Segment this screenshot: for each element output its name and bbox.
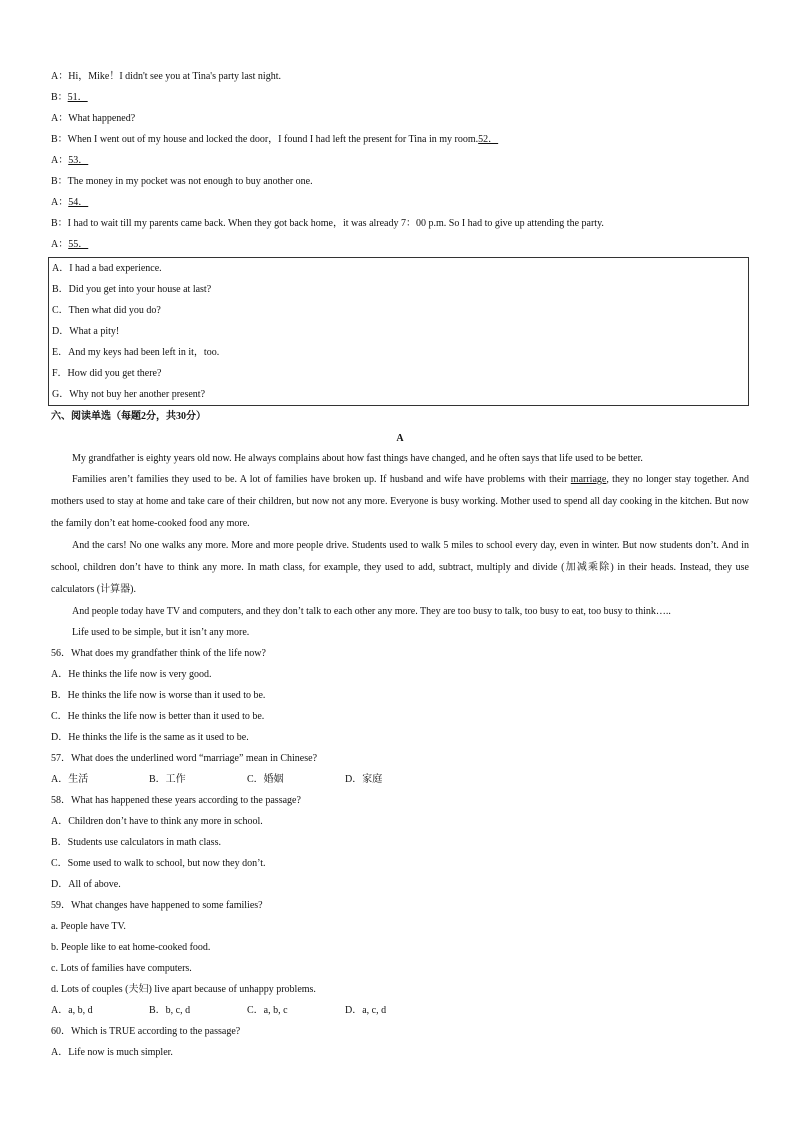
dialogue-line <box>51 66 749 87</box>
question-57 <box>51 748 749 790</box>
option-item: A．I had a bad experience. <box>52 263 162 274</box>
answer-option[interactable]: D．He thinks the life is the same as it used to be. <box>51 732 249 743</box>
dialogue-text: I had to wait till my parents came back. When they got back home，it was already 7：00 p.m. So I had to give up attending the party. <box>67 218 604 229</box>
passage-paragraph <box>51 469 749 535</box>
dialogue-line <box>51 150 749 171</box>
question-stem: 59．What changes have happened to some families? <box>51 900 263 911</box>
passage-paragraph: And the cars! No one walks any more. More and more people drive. Students used to walk 5 miles to school every day, even in winter. But now students don’t. And in school, children don’t have to think any more. In math class, for example, they used to add, subtract, multiply and divide (加减乘除) in their heads. Instead, they use calculators (计算器). <box>51 540 749 595</box>
answer-option[interactable]: D．a, c, d <box>345 1005 387 1016</box>
answer-option[interactable]: B．工作 <box>149 774 186 785</box>
statement-item: b. People like to eat home-cooked food. <box>51 942 211 953</box>
speaker-label: B： <box>51 134 68 145</box>
answer-option[interactable]: A．Life now is much simpler. <box>51 1047 173 1058</box>
passage-paragraph: Life used to be simple, but it isn’t any more. <box>72 627 250 638</box>
underlined-word: marriage <box>570 474 607 485</box>
speaker-label: A： <box>51 155 69 166</box>
speaker-label: B： <box>51 218 68 229</box>
option-item: E．And my keys had been left in it，too. <box>52 347 220 358</box>
dialogue-text: Hi，Mike！I didn't see you at Tina's party last night. <box>68 71 281 82</box>
speaker-label: A： <box>51 197 69 208</box>
question-59 <box>51 895 749 1021</box>
answer-blank-52[interactable]: 52． <box>478 134 499 145</box>
question-56 <box>51 643 749 748</box>
passage-paragraph: My grandfather is eighty years old now. He always complains about how fast things have changed, and he often says that life used to be better. <box>72 453 643 464</box>
exam-page <box>51 66 749 1063</box>
answer-option[interactable]: A．a, b, d <box>51 1005 93 1016</box>
option-item: D．What a pity! <box>52 326 120 337</box>
question-60 <box>51 1021 749 1063</box>
answer-option[interactable]: C．Some used to walk to school, but now they don’t. <box>51 858 266 869</box>
speaker-label: B： <box>51 176 68 187</box>
question-stem: 57．What does the underlined word “marriage” mean in Chinese? <box>51 753 318 764</box>
passage-text: , they no longer stay together. And mothers used to stay at home and take care of their children, but now not any more. Everyone is busy working. Mother used to spend all day cooking in the kitchen. But now the family don’t eat home-cooked food any more. <box>51 474 749 529</box>
statement-item: d. Lots of couples (夫妇) live apart because of unhappy problems. <box>51 984 316 995</box>
answer-blank-54[interactable]: 54． <box>68 197 89 208</box>
statement-item: a. People have TV. <box>51 921 126 932</box>
option-item: G．Why not buy her another present? <box>52 389 206 400</box>
question-stem: 58．What has happened these years according to the passage? <box>51 795 301 806</box>
answer-option[interactable]: C．a, b, c <box>247 1005 288 1016</box>
dialogue <box>51 66 749 255</box>
dialogue-text: What happened? <box>68 113 136 124</box>
answer-blank-53[interactable]: 53． <box>68 155 89 166</box>
question-58 <box>51 790 749 895</box>
speaker-label: A： <box>51 113 69 124</box>
answer-option[interactable]: D．All of above. <box>51 879 121 890</box>
passage-label: A <box>396 433 404 444</box>
option-item: F．How did you get there? <box>52 368 162 379</box>
options-box <box>48 257 749 406</box>
dialogue-line <box>51 213 749 234</box>
dialogue-line <box>51 192 749 213</box>
dialogue-line <box>51 129 749 150</box>
answer-option[interactable]: B．He thinks the life now is worse than it used to be. <box>51 690 266 701</box>
statement-item: c. Lots of families have computers. <box>51 963 192 974</box>
passage-text: Families aren’t families they used to be. A lot of families have broken up. If husband and wife have problems with their <box>72 474 571 485</box>
dialogue-line <box>51 171 749 192</box>
option-item: C．Then what did you do? <box>52 305 161 316</box>
passage-paragraph: And people today have TV and computers, and they don’t talk to each other any more. They are too busy to talk, too busy to eat, too busy to think….. <box>72 606 671 617</box>
dialogue-line <box>51 87 749 108</box>
speaker-label: A： <box>51 239 69 250</box>
answer-option[interactable]: A．Children don’t have to think any more in school. <box>51 816 263 827</box>
dialogue-text: When I went out of my house and locked the door，I found I had left the present for Tina in my room. <box>67 134 479 145</box>
section-title: 六、阅读单选（每题2分，共30分） <box>51 411 206 422</box>
dialogue-line <box>51 108 749 129</box>
answer-option[interactable]: D．家庭 <box>345 774 383 785</box>
answer-option[interactable]: C．婚姻 <box>247 774 284 785</box>
answer-blank-55[interactable]: 55． <box>68 239 89 250</box>
answer-option[interactable]: B．Students use calculators in math class. <box>51 837 221 848</box>
question-stem: 60．Which is TRUE according to the passage? <box>51 1026 241 1037</box>
answer-blank-51[interactable]: 51． <box>67 92 88 103</box>
question-stem: 56．What does my grandfather think of the life now? <box>51 648 266 659</box>
answer-option[interactable]: C．He thinks the life now is better than it used to be. <box>51 711 265 722</box>
answer-options-row <box>51 769 749 790</box>
answer-option[interactable]: A．He thinks the life now is very good. <box>51 669 212 680</box>
option-item: B．Did you get into your house at last? <box>52 284 212 295</box>
dialogue-line <box>51 234 749 255</box>
speaker-label: A： <box>51 71 69 82</box>
reading-passage <box>51 448 749 643</box>
answer-option[interactable]: B．b, c, d <box>149 1005 191 1016</box>
dialogue-text: The money in my pocket was not enough to buy another one. <box>67 176 313 187</box>
answer-options-row <box>51 1000 749 1021</box>
speaker-label: B： <box>51 92 68 103</box>
answer-option[interactable]: A．生活 <box>51 774 89 785</box>
